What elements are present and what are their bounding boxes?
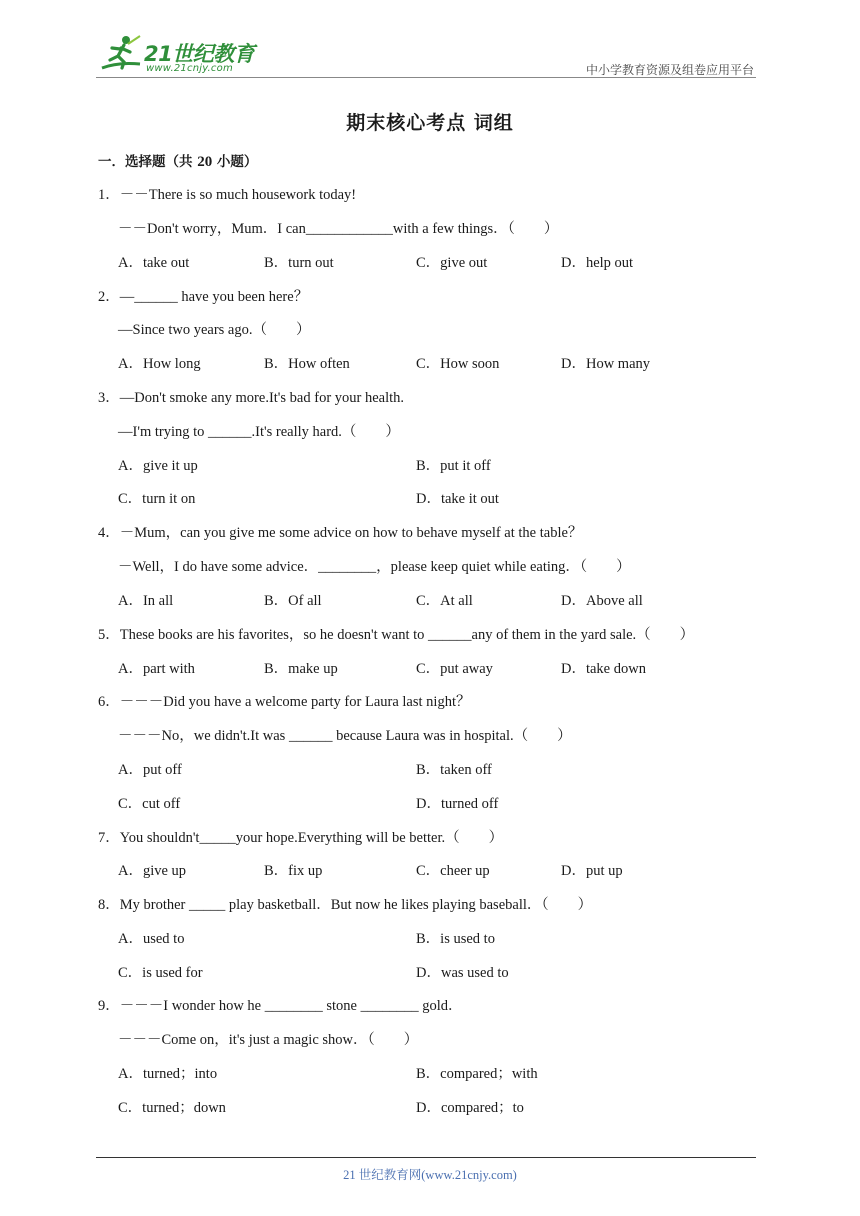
logo-brand-text: 21世纪教育 xyxy=(144,42,255,66)
question-2-option-a[interactable]: A．How long xyxy=(118,356,201,372)
header-divider xyxy=(96,77,756,78)
question-4-line-2: －Well，I do have some advice．________，please keep quiet while eating．（ ） xyxy=(118,559,631,575)
question-9-line-2: －－－Come on，it's just a magic show．（ ） xyxy=(118,1032,419,1048)
runner-logo-icon xyxy=(98,34,144,74)
question-3-option-c[interactable]: C．turn it on xyxy=(118,491,196,507)
question-3-option-b[interactable]: B．put it off xyxy=(416,458,491,474)
question-5-option-b[interactable]: B．make up xyxy=(264,661,338,677)
question-4-option-a[interactable]: A．In all xyxy=(118,593,174,609)
question-6-option-d[interactable]: D．turned off xyxy=(416,796,499,812)
question-9-option-d[interactable]: D．compared；to xyxy=(416,1100,524,1116)
question-7-option-b[interactable]: B．fix up xyxy=(264,863,323,879)
platform-tagline: 中小学教育资源及组卷应用平台 xyxy=(585,63,754,77)
question-6-line-1: 6．－－－Did you have a welcome party for Laura last night？ xyxy=(98,694,471,710)
question-1-line-1: 1．－－There is so much housework today! xyxy=(98,187,357,203)
site-logo xyxy=(96,30,266,78)
question-9-line-1: 9．－－－I wonder how he ________ stone ________ gold． xyxy=(98,998,463,1014)
question-2-option-b[interactable]: B．How often xyxy=(264,356,350,372)
question-3-option-a[interactable]: A．give it up xyxy=(118,458,198,474)
page-title: 期末核心考点 词组 xyxy=(346,112,514,134)
question-3-line-1: 3．—Don't smoke any more.It's bad for your health. xyxy=(98,390,405,406)
section-label-pre: 一．选择题（共 xyxy=(98,154,198,170)
question-3-line-2: —I'm trying to ______.It's really hard.（ ） xyxy=(118,424,400,440)
question-8-option-c[interactable]: C．is used for xyxy=(118,965,203,981)
question-4-line-1: 4．－Mum，can you give me some advice on how to behave myself at the table？ xyxy=(98,525,583,541)
question-8-option-a[interactable]: A．used to xyxy=(118,931,185,947)
question-5-option-d[interactable]: D．take down xyxy=(561,661,646,677)
question-4-option-b[interactable]: B．Of all xyxy=(264,593,322,609)
section-heading xyxy=(98,150,257,171)
question-1-option-d[interactable]: D．help out xyxy=(561,255,634,271)
question-5-option-c[interactable]: C．put away xyxy=(416,661,493,677)
section-count: 20 xyxy=(197,154,213,170)
logo-url-text: www.21cnjy.com xyxy=(146,63,233,74)
question-8-option-d[interactable]: D．was used to xyxy=(416,965,509,981)
question-7-option-c[interactable]: C．cheer up xyxy=(416,863,490,879)
question-7-line-1: 7．You shouldn't_____your hope.Everything will be better.（ ） xyxy=(98,830,504,846)
question-5-line-1: 5．These books are his favorites，so he doesn't want to ______any of them in the yard sale.（ ） xyxy=(98,627,695,643)
question-7-option-a[interactable]: A．give up xyxy=(118,863,187,879)
question-5-option-a[interactable]: A．part with xyxy=(118,661,195,677)
question-2-line-2: —Since two years ago.（ ） xyxy=(118,322,311,338)
question-3-option-d[interactable]: D．take it out xyxy=(416,491,499,507)
question-6-line-2: －－－No，we didn't.It was ______ because Laura was in hospital.（ ） xyxy=(118,728,572,744)
question-6-option-c[interactable]: C．cut off xyxy=(118,796,181,812)
question-9-option-b[interactable]: B．compared；with xyxy=(416,1066,538,1082)
question-6-option-b[interactable]: B．taken off xyxy=(416,762,492,778)
question-8-option-b[interactable]: B．is used to xyxy=(416,931,495,947)
question-1-option-a[interactable]: A．take out xyxy=(118,255,190,271)
question-1-option-c[interactable]: C．give out xyxy=(416,255,488,271)
footer-link[interactable]: 21 世纪教育网(www.21cnjy.com) xyxy=(343,1168,517,1182)
question-4-option-c[interactable]: C．At all xyxy=(416,593,473,609)
question-1-option-b[interactable]: B．turn out xyxy=(264,255,334,271)
question-9-option-c[interactable]: C．turned；down xyxy=(118,1100,226,1116)
footer-divider xyxy=(96,1157,756,1158)
page-header xyxy=(96,30,756,78)
question-8-line-1: 8．My brother _____ play basketball．But now he likes playing baseball．（ ） xyxy=(98,897,593,913)
question-2-option-c[interactable]: C．How soon xyxy=(416,356,500,372)
section-label-post: 小题） xyxy=(212,154,258,170)
question-2-line-1: 2．—______ have you been here？ xyxy=(98,289,309,305)
question-9-option-a[interactable]: A．turned；into xyxy=(118,1066,218,1082)
question-6-option-a[interactable]: A．put off xyxy=(118,762,182,778)
question-7-option-d[interactable]: D．put up xyxy=(561,863,623,879)
question-1-line-2: －－Don't worry，Mum．I can____________with a few things．（ ） xyxy=(118,221,559,237)
question-2-option-d[interactable]: D．How many xyxy=(561,356,651,372)
question-4-option-d[interactable]: D．Above all xyxy=(561,593,643,609)
